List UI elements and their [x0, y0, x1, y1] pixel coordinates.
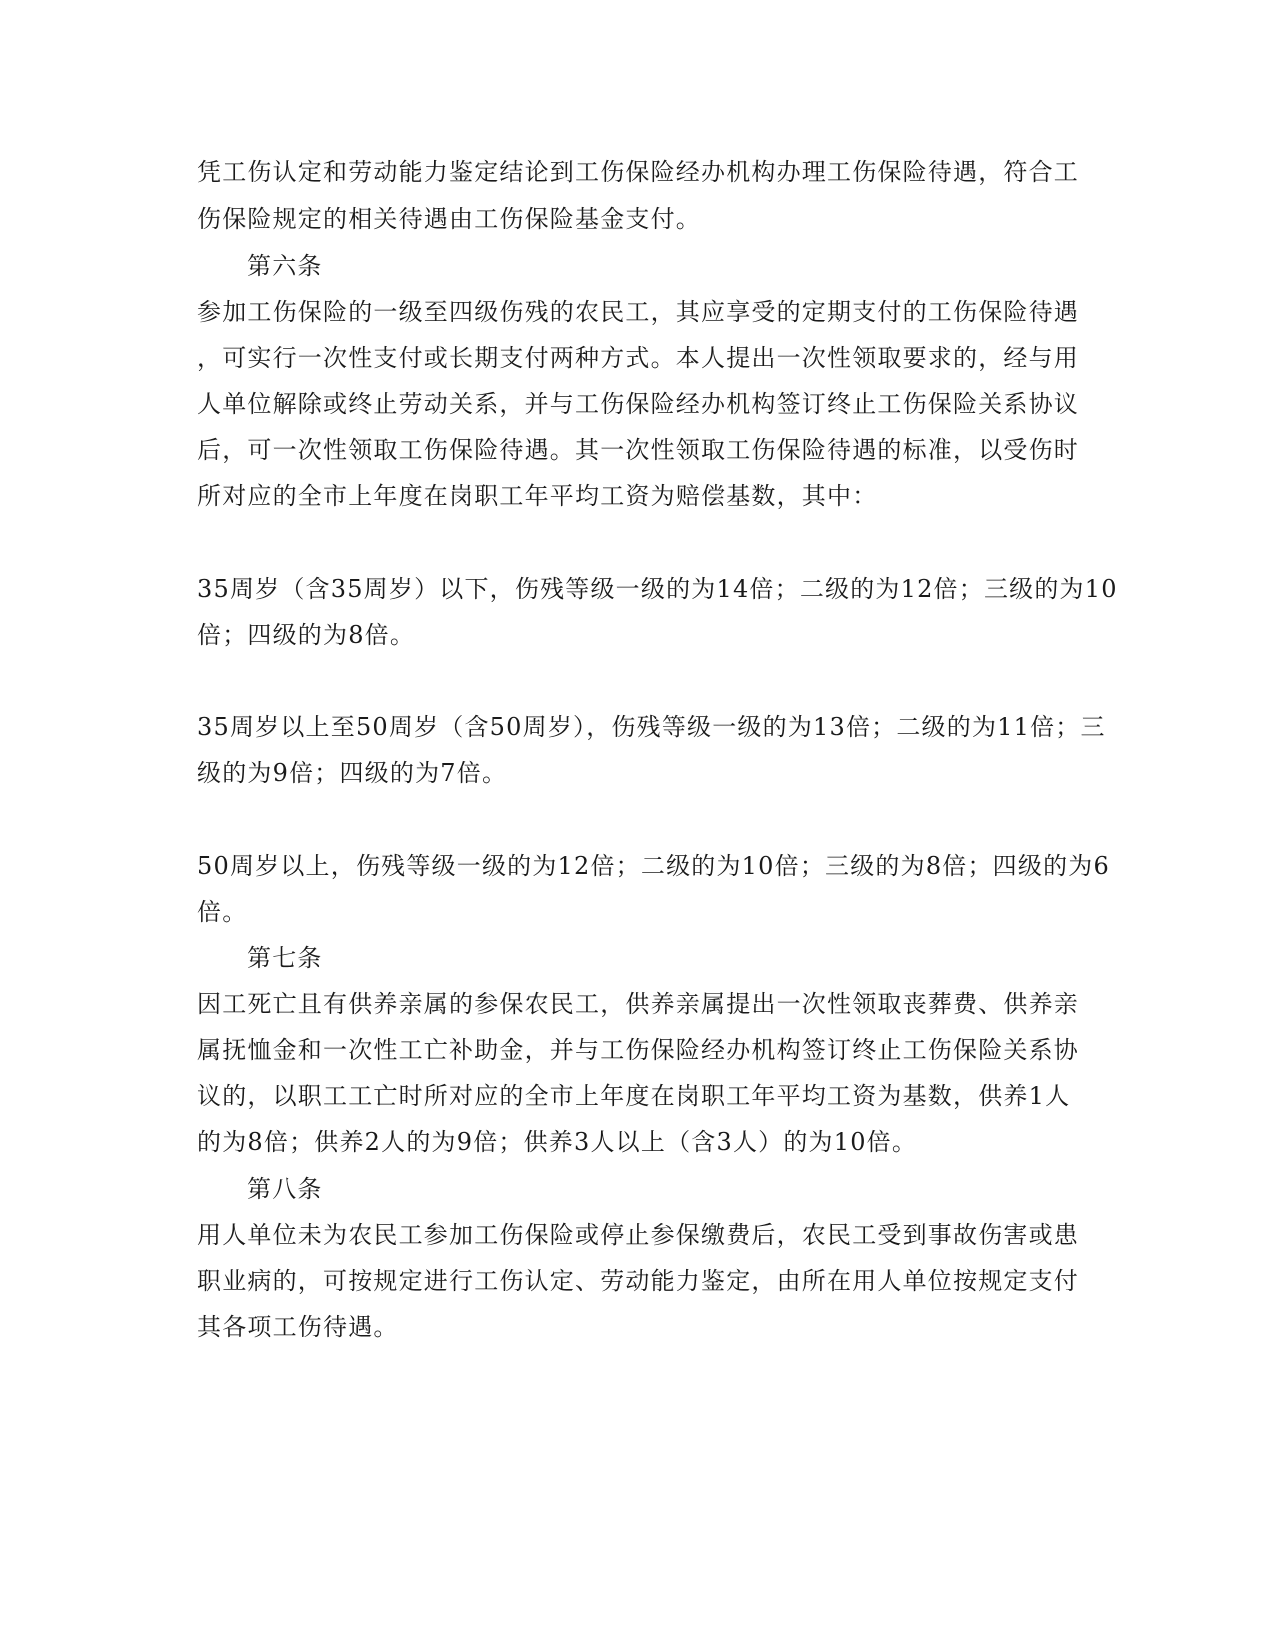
paragraph-line: 所对应的全市上年度在岗职工年平均工资为赔偿基数，其中： [197, 482, 878, 510]
paragraph-line: 倍；四级的为8倍。 [197, 621, 416, 649]
paragraph-line: 倍。 [197, 898, 248, 926]
paragraph-line: 35周岁（含35周岁）以下，伤残等级一级的为14倍；二级的为12倍；三级的为10 [197, 575, 1118, 603]
paragraph-line: 其各项工伤待遇。 [197, 1313, 399, 1341]
paragraph-line: 伤保险规定的相关待遇由工伤保险基金支付。 [197, 205, 701, 233]
paragraph-line: 35周岁以上至50周岁（含50周岁），伤残等级一级的为13倍；二级的为11倍；三 [197, 713, 1106, 741]
paragraph-line: 人单位解除或终止劳动关系，并与工伤保险经办机构签订终止工伤保险关系协议 [197, 390, 1079, 418]
paragraph-line: 级的为9倍；四级的为7倍。 [197, 759, 508, 787]
paragraph-line: 参加工伤保险的一级至四级伤残的农民工，其应享受的定期支付的工伤保险待遇 [197, 298, 1079, 326]
paragraph-line: 属抚恤金和一次性工亡补助金，并与工伤保险经办机构签订终止工伤保险关系协 [197, 1036, 1079, 1064]
paragraph-line: 的为8倍；供养2人的为9倍；供养3人以上（含3人）的为10倍。 [197, 1128, 918, 1156]
paragraph-line: 用人单位未为农民工参加工伤保险或停止参保缴费后，农民工受到事故伤害或患 [197, 1221, 1079, 1249]
paragraph-line: ，可实行一次性支付或长期支付两种方式。本人提出一次性领取要求的，经与用 [197, 344, 1079, 372]
paragraph-line: 议的，以职工工亡时所对应的全市上年度在岗职工年平均工资为基数，供养1人 [197, 1082, 1071, 1110]
article-heading: 第八条 [247, 1175, 323, 1203]
paragraph-line: 凭工伤认定和劳动能力鉴定结论到工伤保险经办机构办理工伤保险待遇，符合工 [197, 158, 1079, 186]
article-heading: 第七条 [247, 944, 323, 972]
article-heading: 第六条 [247, 252, 323, 280]
paragraph-line: 职业病的，可按规定进行工伤认定、劳动能力鉴定，由所在用人单位按规定支付 [197, 1267, 1079, 1295]
paragraph-line: 后，可一次性领取工伤保险待遇。其一次性领取工伤保险待遇的标准，以受伤时 [197, 436, 1079, 464]
paragraph-line: 因工死亡且有供养亲属的参保农民工，供养亲属提出一次性领取丧葬费、供养亲 [197, 990, 1079, 1018]
paragraph-line: 50周岁以上，伤残等级一级的为12倍；二级的为10倍；三级的为8倍；四级的为6 [197, 852, 1110, 880]
